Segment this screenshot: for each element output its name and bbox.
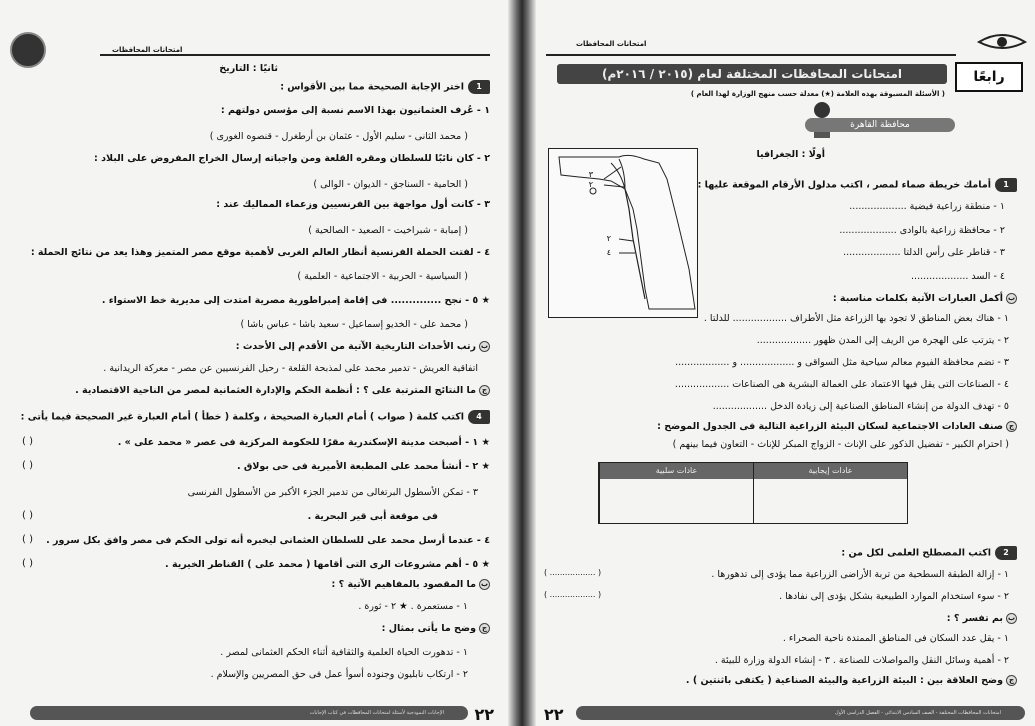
q2-heading: 2اكتب المصطلح العلمى لكل من :: [841, 546, 1017, 560]
right-footer: امتحانات المحافظات المختلفة - الصف السادس الابتدائى - الفصل الدراسى الأول: [576, 706, 1025, 720]
sub-question-icon: ب: [480, 580, 489, 588]
map-label: ٢: [588, 180, 593, 189]
sub-question-icon: ج: [479, 623, 490, 634]
header-rule: [546, 54, 956, 56]
list-item: ٢ - ارتكاب نابليون وجنوده أسوأ عمل فى حق المصريين والإسلام .: [210, 669, 468, 680]
sub-question-icon: ب: [1007, 294, 1016, 302]
list-item: ١ - تدهورت الحياة العلمية والثقافية أثناء الحكم العثمانى لمصر .: [220, 647, 468, 658]
question-number-icon: 4: [468, 410, 490, 424]
part-title: أولًا : الجغرافيا: [756, 149, 825, 160]
list-item: ( الحامية - السناجق - الديوان - الوالى ): [313, 179, 468, 190]
sub-question-icon: ج: [1006, 675, 1017, 686]
list-item: ٣ - قناطر على رأس الدلتا ...................: [843, 247, 1005, 258]
q2b-heading: ببم تفسر ؟ :: [946, 613, 1016, 624]
list-item: ★ ٢ - أنشأ محمد على المطبعة الأميرية فى حى بولاق .: [236, 461, 490, 472]
header-rule: [100, 54, 490, 56]
left-header-title: امتحانات المحافظات: [112, 46, 183, 54]
list-item: ★ ١ - أصبحت مدينة الإسكندرية مقرًا للحكومة المركزية فى عصر « محمد على » .: [117, 437, 490, 448]
answer-paren: ( .................. ): [544, 568, 602, 577]
q2-heading: 4اكتب كلمة ( صواب ) أمام العبارة الصحيحة ، وكلمة ( خطأ ) أمام العبارة غير الصحيحة فيما يأتى :: [21, 410, 490, 424]
list-item: ١ - إزالة الطبقة السطحية من تربة الأراضى الزراعية مما يؤدى إلى تدهورها .: [711, 569, 1009, 580]
table-cell[interactable]: [753, 479, 907, 523]
left-page-number: ٢٢: [474, 705, 494, 724]
right-header-title: امتحانات المحافظات: [576, 40, 647, 48]
list-item: ١ - هناك بعض المناطق لا تجود بها الزراعة مثل الأطراف .................. للدلتا .: [703, 313, 1009, 324]
q1c-text: ( احترام الكبير - تفضيل الذكور على الإناث - الزواج المبكر للإناث - التعاون فيما بينهم ): [672, 439, 1009, 450]
list-item: ( إمبابة - شبراخيت - الصعيد - الصالحية ): [308, 225, 468, 236]
q2b-text: ١ - مستعمرة . ★ ٢ - ثورة .: [358, 601, 468, 612]
q1-heading: 1اختر الإجابة الصحيحة مما بين الأقواس :: [280, 80, 490, 94]
list-item: ٥ - تهدف الدولة من إنشاء المناطق الصناعية إلى زيادة الدخل ..................: [712, 401, 1009, 412]
right-page: [536, 0, 1035, 726]
q2b-heading: بما المقصود بالمفاهيم الآتية ؟ :: [331, 579, 489, 590]
list-item: ٤ - السد ...................: [911, 271, 1005, 282]
list-item: ★ ٥ - أهم مشروعات الرى التى أقامها ( محمد على ) القناطر الخيرية .: [165, 559, 490, 570]
q1b-heading: برتب الأحداث التاريخية الآتية من الأقدم إلى الأحدث :: [235, 341, 489, 352]
sub-question-icon: ب: [1007, 614, 1016, 622]
question-number-icon: 1: [468, 80, 490, 94]
answer-paren: ( ): [22, 436, 33, 447]
table-cell[interactable]: [599, 479, 753, 523]
table-header: عادات إيجابية: [753, 463, 907, 479]
section-badge: رابعًا: [955, 62, 1023, 92]
list-item: ٣ - كانت أول مواجهة بين الفرنسيين وزعماء المماليك عند :: [216, 199, 490, 210]
list-item: ٢ - كان نائبًا للسلطان ومقره القلعة ومن واجباته إرسال الخراج المفروض على البلاد :: [94, 153, 490, 164]
governorate-label: محافظة القاهرة: [805, 118, 955, 132]
q2c-heading: جوضح العلاقة بين : البيئة الزراعية والبيئة الصناعية ( يكتفى باثنتين ) .: [686, 674, 1017, 687]
globe-icon: [10, 32, 46, 68]
sub-question-icon: ج: [479, 385, 490, 396]
list-item: ( السياسية - الحربية - الاجتماعية - العلمية ): [297, 271, 468, 282]
q1c-heading: جصنف العادات الاجتماعية لسكان البيئة الزراعية التالية فى الجدول الموضح :: [657, 420, 1017, 433]
part-title: ثانيًا : التاريخ: [219, 63, 278, 74]
exam-banner: امتحانات المحافظات المختلفة لعام (٢٠١٥ / ٢٠١٦م): [557, 64, 947, 84]
answer-paren: ( .................. ): [544, 590, 602, 599]
list-item: ٢ - يترتب على الهجرة من الريف إلى المدن ظهور ..................: [756, 335, 1009, 346]
list-item: ١ - منطقة زراعية فيضية ...................: [849, 201, 1005, 212]
map-label: ٤: [606, 248, 611, 257]
q1c-heading: جما النتائج المترتبة على ؟ : أنظمة الحكم والإدارة العثمانية لمصر من الناحية الاقتصادية .: [75, 384, 490, 397]
book-gutter: [508, 0, 536, 726]
answer-paren: ( ): [22, 510, 33, 521]
left-header: [60, 10, 490, 60]
answer-paren: ( ): [22, 460, 33, 471]
eye-of-horus-icon: [977, 30, 1027, 54]
list-item: ٢ - أهمية وسائل النقل والمواصلات للصناعة . ٣ - إنشاء الدولة وزارة للبيئة .: [714, 655, 1009, 666]
table-header: عادات سلبية: [599, 463, 753, 479]
q1-heading: 1أمامك خريطة صماء لمصر ، اكتب مدلول الأرقام الموقعة عليها :: [698, 178, 1017, 192]
list-item: ١ - يقل عدد السكان فى المناطق الممتدة ناحية الصحراء .: [782, 633, 1009, 644]
answer-paren: ( ): [22, 534, 33, 545]
answer-paren: ( ): [22, 558, 33, 569]
question-number-icon: 1: [995, 178, 1017, 192]
list-item: ٤ - الصناعات التى يقل فيها الاعتماد على العمالة البشرية هى الصناعات ..................: [674, 379, 1009, 390]
left-page: [0, 0, 508, 726]
map-label: ٢: [606, 234, 611, 243]
list-item: ٢ - محافظة زراعية بالوادى ...................: [839, 225, 1005, 236]
egypt-blank-map: [548, 148, 698, 318]
list-item: فى موقعة أبى قير البحرية .: [307, 511, 438, 522]
q1b-text: اتفاقية العريش - تدمير محمد على لمذبحة القلعة - رحيل الفرنسيين عن مصر - معركة الريدانية .: [103, 363, 478, 374]
habits-table: [598, 462, 908, 524]
left-footer: الإجابات النموذجية لأسئلة امتحانات المحافظات في كتاب الإجابات: [30, 706, 468, 720]
list-item: ٣ - تمكن الأسطول البرتغالى من تدمير الجزء الأكبر من الأسطول الفرنسى: [187, 487, 478, 498]
sub-question-icon: ب: [480, 342, 489, 350]
list-item: ٣ - تضم محافظة الفيوم معالم سياحية مثل السواقى و .................. و ..................: [675, 357, 1009, 368]
sub-question-icon: ج: [1006, 421, 1017, 432]
banner-subtitle: ( الأسئلة المسبوقة بهذه العلامة (★) معدلة حسب منهج الوزارة لهذا العام ): [690, 90, 945, 98]
list-item: ١ - عُرف العثمانيون بهذا الاسم نسبة إلى مؤسس دولتهم :: [220, 105, 490, 116]
right-header: [546, 10, 966, 60]
question-number-icon: 2: [995, 546, 1017, 560]
list-item: ( محمد الثانى - سليم الأول - عثمان بن أرطغرل - قنصوه الغورى ): [209, 131, 468, 142]
right-page-number: ٢٢: [544, 705, 564, 724]
list-item: ★ ٥ - نجح .............. فى إقامة إمبراطورية مصرية امتدت إلى مديرية خط الاستواء .: [101, 295, 490, 306]
list-item: ( محمد على - الخديو إسماعيل - سعيد باشا - عباس باشا ): [240, 319, 468, 330]
q1b-heading: بأكمل العبارات الآتية بكلمات مناسبة :: [832, 293, 1016, 304]
q2c-heading: جوضح ما يأتى بمثال :: [382, 622, 490, 635]
list-item: ٤ - لفتت الحملة الفرنسية أنظار العالم الغربى لأهمية موقع مصر المتميز وهذا يعد من نتائج الحملة :: [30, 247, 490, 258]
map-label: ٣: [588, 170, 593, 179]
list-item: ٤ - عندما أرسل محمد على للسلطان العثمانى ليخبره أنه تولى الحكم فى مصر وافق بكل سرور .: [46, 535, 490, 546]
list-item: ٢ - سوء استخدام الموارد الطبيعية بشكل يؤدى إلى نفادها .: [779, 591, 1009, 602]
